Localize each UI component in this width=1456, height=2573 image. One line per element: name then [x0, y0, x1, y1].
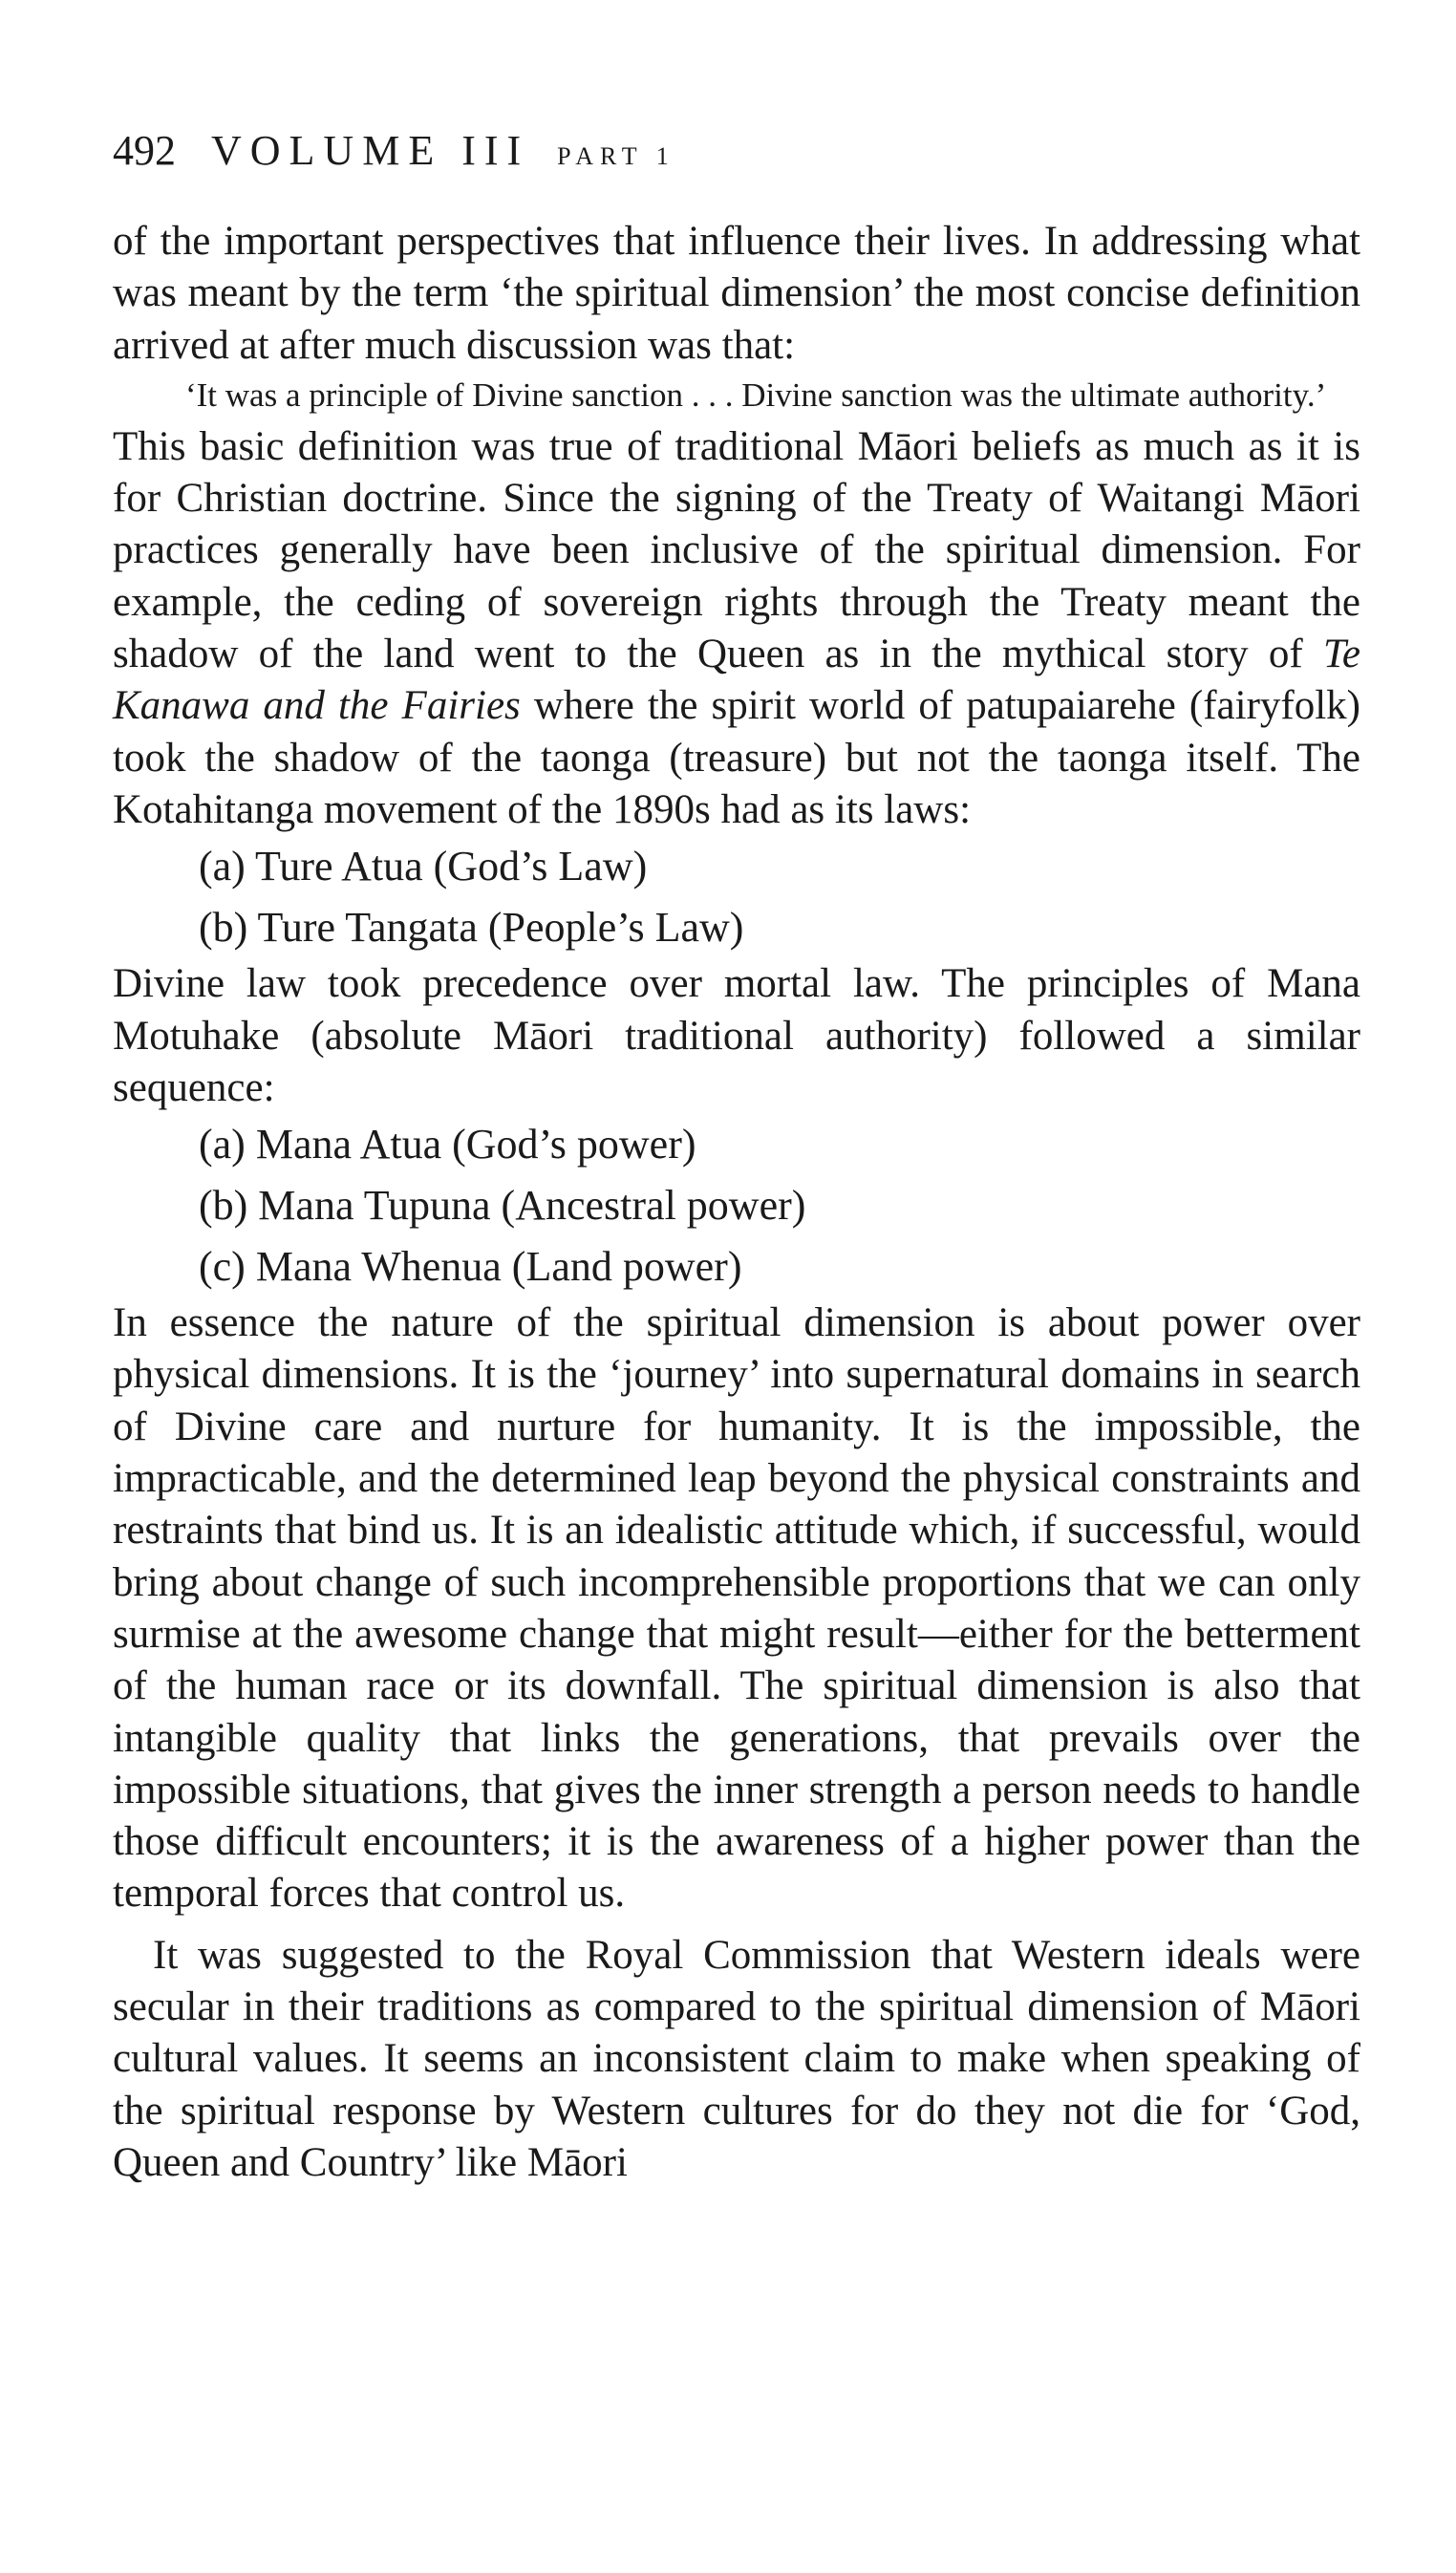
paragraph-5: It was suggested to the Royal Commission that Western ideals were secular in their traditions as compared to the spiritual dimension of Māori cultural values. It seems an inconsistent claim to make when speaking of the spiritual response by Western cultures for do they not die for ‘God, Queen and Country’ like Māori [113, 1932, 1360, 2185]
paragraph-2 [113, 421, 1360, 836]
paragraph-2-text-b: where the spirit world of patupaiarehe (fairyfolk) took the shadow of the taonga (treasure) but not the taonga itself. The Kotahitanga movement of the 1890s had as its laws: [113, 683, 1360, 832]
mana-motuhake-list [199, 1114, 1360, 1297]
page-number: 492 [113, 127, 176, 174]
story-title: Te Kanawa and the Fairies [113, 632, 1360, 729]
list-item: (a) Mana Atua (God’s power) [199, 1121, 696, 1169]
body-text [113, 216, 1360, 2189]
paragraph-3: Divine law took precedence over mortal law. The principles of Mana Motuhake (absolute Māori traditional authority) followed a similar sequence: [113, 961, 1360, 1110]
block-quote: ‘It was a principle of Divine sanction . . . Divine sanction was the ultimate authority.’ [185, 375, 1327, 414]
volume-label: VOLUME III [211, 127, 530, 174]
paragraph-4: In essence the nature of the spiritual dimension is about power over physical dimensions. It is the ‘journey’ into supernatural domains in search of Divine care and nurture for humanity. It is the impossible, the impracticable, and the determined leap beyond the physical constraints and restraints that bind us. It is an idealistic attitude which, if successful, would bring about change of such incomprehensible proportions that we can only surmise at the awesome change that might result—either for the betterment of the human race or its downfall. The spiritual dimension is also that intangible quality that links the generations, that prevails over the impossible situations, that gives the inner strength a person needs to handle those difficult encounters; it is the awareness of a higher power than the temporal forces that control us. [113, 1300, 1360, 1917]
paragraph-1: of the important perspectives that influence their lives. In addressing what was meant by the term ‘the spiritual dimension’ the most concise definition arrived at after much discussion was that: [113, 219, 1360, 368]
running-header [113, 126, 675, 182]
list-item: (b) Mana Tupuna (Ancestral power) [199, 1182, 806, 1230]
paragraph-2-text-a: This basic definition was true of traditional Māori beliefs as much as it is for Christian doctrine. Since the signing of the Treaty of Waitangi Māori practices generally have been inclusive of the spiritual dimension. For example, the ceding of sovereign rights through the Treaty meant the shadow of the land went to the Queen as in the mythical story of [113, 423, 1360, 677]
list-item: (a) Ture Atua (God’s Law) [199, 843, 648, 890]
part-label: PART 1 [557, 142, 675, 170]
list-item: (c) Mana Whenua (Land power) [199, 1243, 742, 1291]
kotahitanga-laws-list [199, 836, 1360, 958]
list-item: (b) Ture Tangata (People’s Law) [199, 904, 744, 952]
